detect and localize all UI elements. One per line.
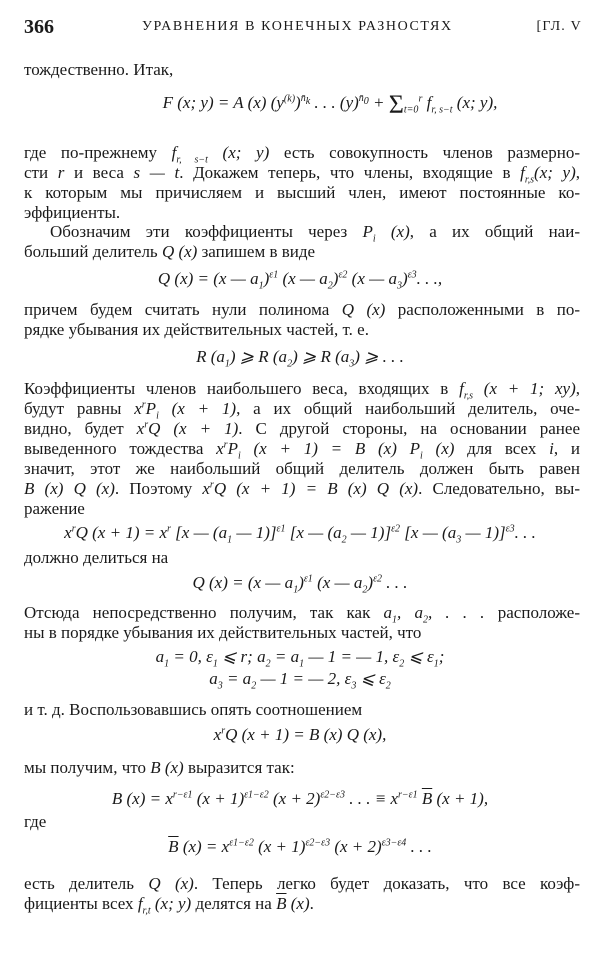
- equation-9: $\overline{B}$ $(x) = x^{\varepsilon 1-\varepsilon 2}$ $(x + 1)^{\varepsilon 2-\varepsilon 3}$ $(x + 2)^{\varepsilon 3-\varepsilon 4}$ . . .: [168, 837, 432, 856]
- paragraph-line: фициенты всех $f_{r,t}$ (x; y) делятся на $\overline{B}$ (x).: [24, 894, 314, 917]
- paragraph-line: ражение: [24, 499, 85, 518]
- running-title: УРАВНЕНИЯ В КОНЕЧНЫХ РАЗНОСТЯХ: [142, 19, 453, 34]
- chapter-label: [ГЛ. V: [536, 19, 582, 34]
- paragraph-line: должно делиться на: [24, 548, 169, 567]
- paragraph-line: тождественно. Итак,: [24, 60, 174, 79]
- paragraph-line: Коэффициенты членов наибольшего веса, входящих в $f_{r,s}$ (x + 1; xy),: [24, 379, 580, 402]
- paragraph-line: выведенного тождества $x^rP_i$ (x + 1) = B (x) $P_i$ (x) для всех i, и: [24, 439, 580, 462]
- paragraph-line: и т. д. Воспользовавшись опять соотношением: [24, 700, 363, 719]
- paragraph-line: причем будем считать нули полинома Q (x) расположенными в по-: [24, 300, 581, 319]
- equation-6b: $a_3 = a_2$ — 1 = — 2, $\varepsilon_3$ ⩽ $\varepsilon_2$: [209, 669, 391, 692]
- paragraph-line: значит, этот же наибольший общий делитель должен быть равен: [24, 459, 580, 478]
- paragraph-line: мы получим, что B (x) выразится так:: [24, 758, 295, 777]
- paragraph-line: сти r и веса s — t. Докажем теперь, что члены, входящие в $f_{r,s}(x$; y),: [24, 163, 580, 186]
- equation-4: $x^rQ$ $(x + 1) = x^r$ [x — ($a_1$ — 1)]$^{\varepsilon 1}$ [x — ($a_2$ — 1)]$^{\varepsilon 2}$ [x — ($a_3$ — 1)]$^{\varepsilon 3}$. . .: [64, 523, 536, 546]
- paragraph-line: видно, будет $x^rQ$ (x + 1). С другой стороны, на основании ранее: [24, 419, 580, 438]
- paragraph-line: ны в порядке убывания их действительных частей, что: [24, 623, 422, 642]
- paragraph-line: больший делитель Q (x) запишем в виде: [24, 242, 316, 261]
- paragraph-line: B (x) Q (x). Поэтому $x^rQ$ (x + 1) = B (x) Q (x). Следовательно, вы-: [24, 479, 581, 498]
- equation-7: $x^rQ$ (x + 1) = B (x) Q (x),: [213, 725, 387, 744]
- paragraph-line: где: [24, 812, 47, 831]
- equation-1: F (x; y) = A (x) $(y^{(k)})^{n̄_k}$ . . . $(y)^{n̄_0} + \Sigma_{t=0}^r$ $f_{r, s-t}$ (x; y),: [162, 90, 498, 119]
- equation-8: B $(x) = x^{r-\varepsilon 1}$ $(x + 1)^{\varepsilon 1-\varepsilon 2}$ $(x + 2)^{\varepsilon 2-\varepsilon 3}$ . . . ≡ $x^{r-\varepsilon 1}$ $\overline{B}$ (x + 1),: [111, 789, 489, 808]
- paragraph-line: будут равны $x^rP_i$ (x + 1), а их общий наибольший делитель, оче-: [24, 399, 581, 422]
- paragraph-line: есть делитель Q (x). Теперь легко будет доказать, что все коэф-: [24, 874, 580, 893]
- paragraph-line: Обозначим эти коэффициенты через $P_i$ (x), а их общий наи-: [50, 222, 580, 245]
- running-header: [24, 16, 582, 42]
- paragraph-line: Отсюда непосредственно получим, так как $a_1$, $a_2$, . . . расположе-: [24, 603, 581, 626]
- page-number: 366: [24, 16, 54, 38]
- equation-3: R $(a_1)$ ⩾ R $(a_2)$ ⩾ R $(a_3)$ ⩾ . . .: [196, 347, 404, 370]
- equation-5: Q (x) = (x — $a_1)^{\varepsilon 1}$ (x — $a_2)^{\varepsilon 2}$ . . .: [192, 573, 408, 596]
- paragraph-line: к которым мы причисляем и высший член, имеют постоянные ко-: [24, 183, 580, 202]
- paragraph-line: рядке убывания их действительных частей, т. е.: [24, 320, 369, 339]
- paragraph-line: эффициенты.: [24, 203, 121, 222]
- paragraph-line: где по-прежнему $f_{r, s-t}$ (x; y) есть совокупность членов размерно-: [24, 143, 581, 166]
- equation-2: Q (x) = (x — $a_1)^{\varepsilon 1}$ (x — $a_2)^{\varepsilon 2}$ (x — $a_3)^{\varepsilon 3}$. . .,: [157, 269, 443, 292]
- equation-6a: $a_1 = 0$, $\varepsilon_1$ ⩽ r; $a_2 = a_1$ — 1 = — 1, $\varepsilon_2$ ⩽ $\varepsilon_1$;: [155, 647, 445, 670]
